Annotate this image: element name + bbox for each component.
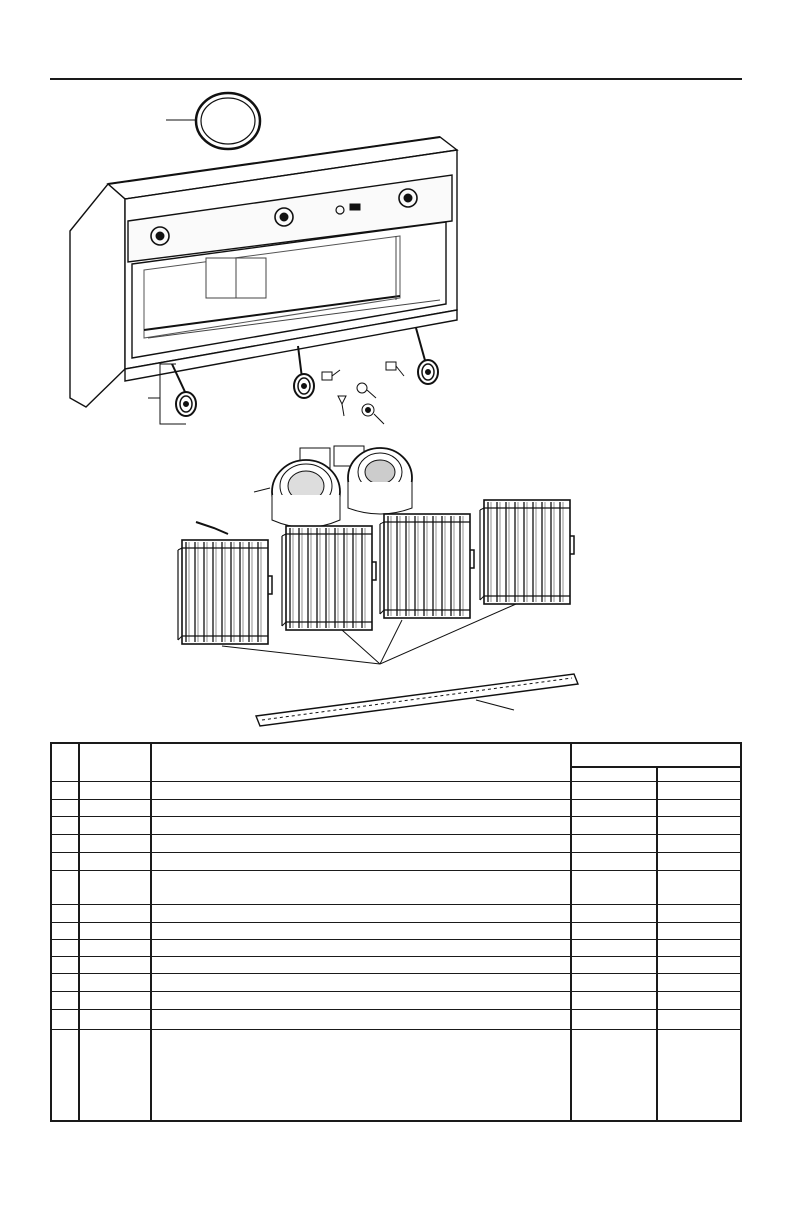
table-row [52, 816, 740, 817]
table-row [52, 956, 740, 957]
table-row [52, 834, 740, 835]
table-row [52, 799, 740, 800]
small-components [322, 362, 404, 424]
table-row [52, 922, 740, 923]
table-row [52, 852, 740, 853]
table-row [52, 781, 740, 782]
table-row [52, 904, 740, 905]
table-row [52, 1009, 740, 1010]
hex-key [196, 522, 228, 534]
duct-collar [166, 93, 260, 149]
parts-table [50, 742, 742, 1122]
table-row [52, 991, 740, 992]
front-rail [256, 674, 578, 726]
table-row [52, 973, 740, 974]
table-row [52, 870, 740, 871]
table-row [52, 1029, 740, 1030]
baffle-filters [178, 500, 574, 664]
table-row [52, 939, 740, 940]
